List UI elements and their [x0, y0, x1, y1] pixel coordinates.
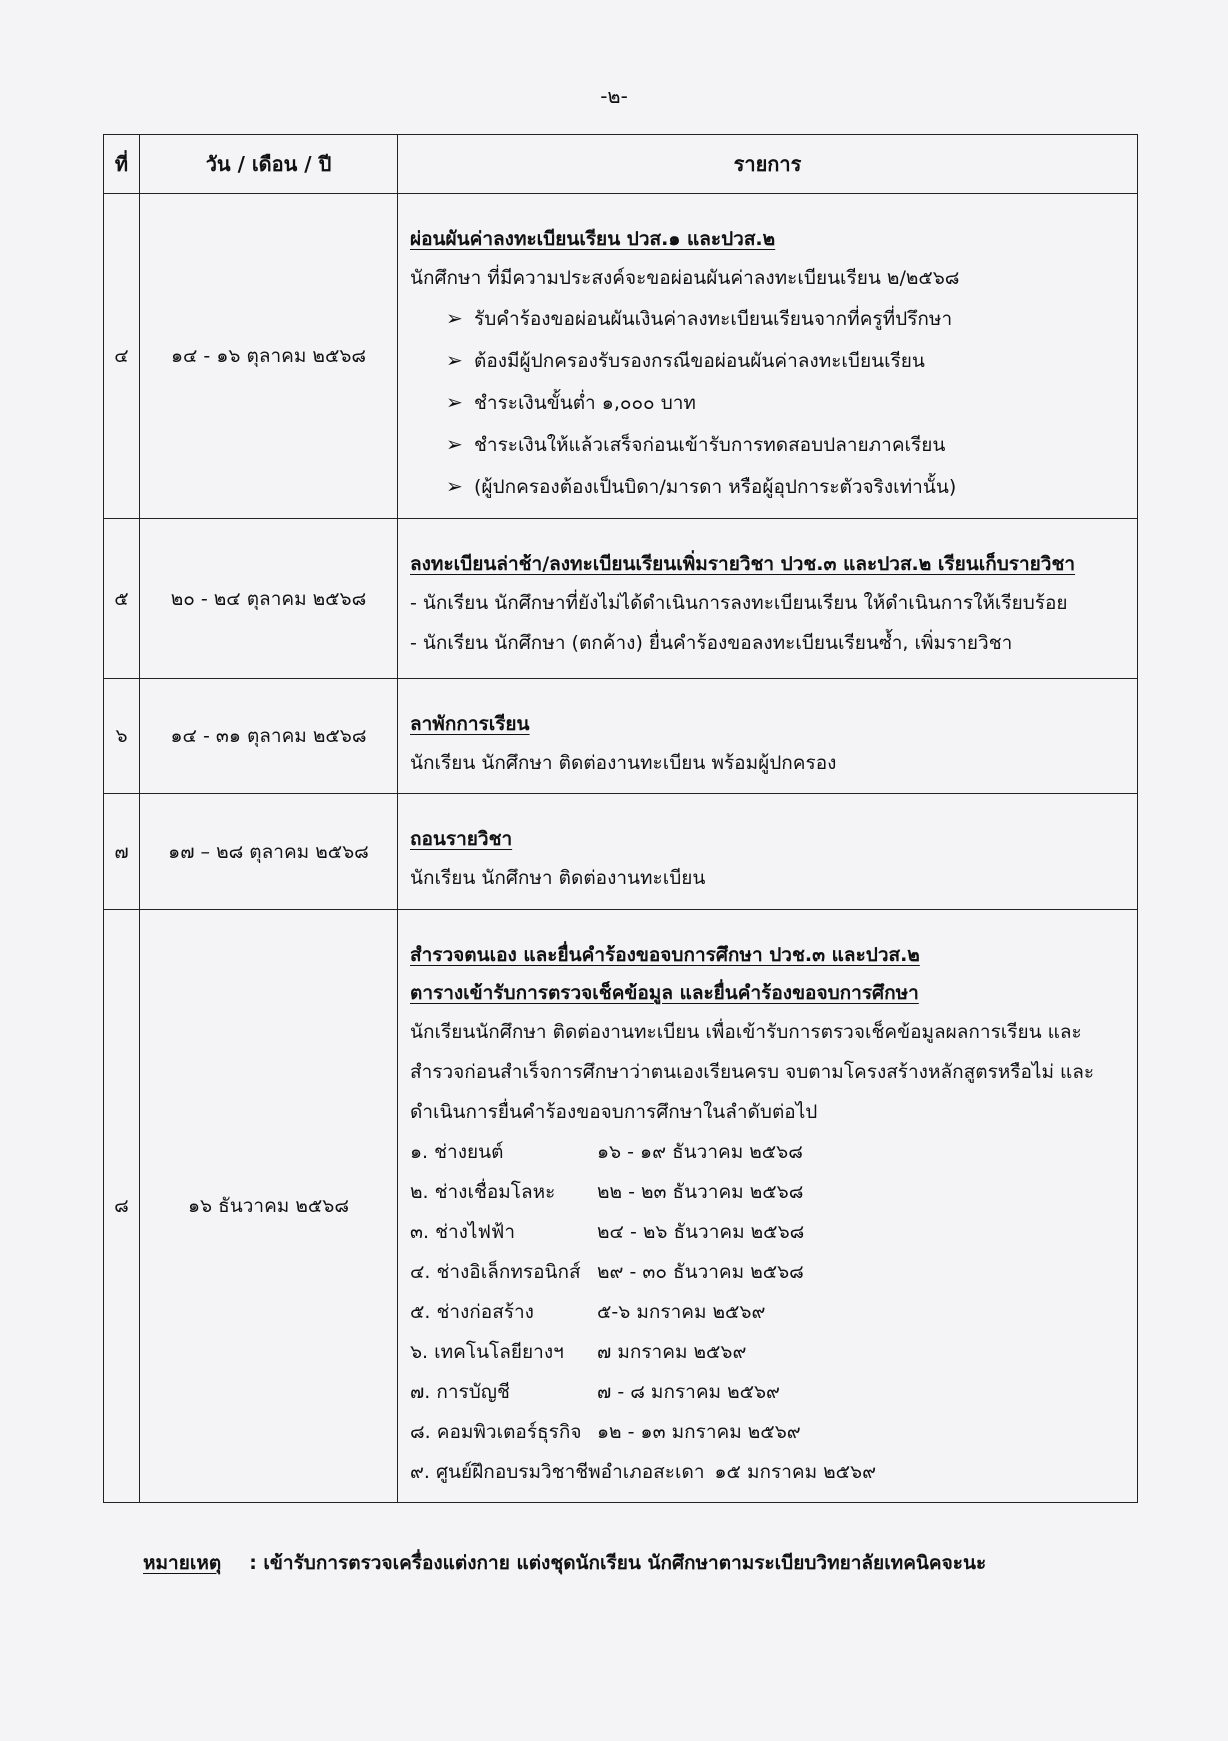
table-header-row	[104, 135, 1138, 194]
department-item	[410, 1412, 1127, 1452]
footnote-label: หมายเหตุ	[143, 1552, 222, 1574]
arrow-bullet-icon: ➢	[446, 348, 463, 372]
row-items	[398, 794, 1138, 910]
header-items: รายการ	[398, 135, 1138, 194]
department-date: ๒๒ - ๒๓ ธันวาคม ๒๕๖๘	[597, 1181, 804, 1203]
table-row	[104, 194, 1138, 519]
department-item	[410, 1292, 1127, 1332]
department-date: ๒๙ - ๓๐ ธันวาคม ๒๕๖๘	[597, 1261, 804, 1283]
row-date: ๑๖ ธันวาคม ๒๕๖๘	[140, 910, 398, 1503]
department-name: ๑. ช่างยนต์	[410, 1141, 504, 1163]
bullet-text: รับคำร้องขอผ่อนผันเงินค่าลงทะเบียนเรียนจากที่ครูที่ปรึกษา	[474, 308, 953, 330]
row-number: ๖	[104, 679, 140, 794]
department-date: ๒๔ - ๒๖ ธันวาคม ๒๕๖๘	[597, 1221, 805, 1243]
bullet-text: ต้องมีผู้ปกครองรับรองกรณีขอผ่อนผันค่าลงทะเบียนเรียน	[474, 350, 925, 372]
table-row	[104, 910, 1138, 1503]
row-items	[398, 679, 1138, 794]
department-date: ๑๒ - ๑๓ มกราคม ๒๕๖๙	[597, 1421, 801, 1443]
bullet-item	[410, 424, 1127, 466]
bullet-text: ชำระเงินขั้นต่ำ ๑,๐๐๐ บาท	[474, 392, 696, 414]
row-line: นักศึกษา ที่มีความประสงค์จะขอผ่อนผันค่าลงทะเบียนเรียน ๒/๒๕๖๘	[410, 267, 960, 289]
department-item	[410, 1172, 1127, 1212]
row-items	[398, 194, 1138, 519]
bullet-item	[410, 382, 1127, 424]
page-number: -๒-	[600, 84, 628, 108]
department-name: ๖. เทคโนโลยียางฯ	[410, 1341, 564, 1363]
department-date: ๑๖ - ๑๙ ธันวาคม ๒๕๖๘	[597, 1141, 803, 1163]
bullet-item	[410, 340, 1127, 382]
bullet-text: ชำระเงินให้แล้วเสร็จก่อนเข้ารับการทดสอบปลายภาคเรียน	[474, 434, 946, 456]
row-number: ๘	[104, 910, 140, 1503]
arrow-bullet-icon: ➢	[446, 474, 463, 498]
department-date: ๕-๖ มกราคม ๒๕๖๙	[597, 1301, 766, 1323]
arrow-bullet-icon: ➢	[446, 390, 463, 414]
department-item	[410, 1452, 1127, 1492]
row-subtitle: ตารางเข้ารับการตรวจเช็คข้อมูล และยื่นคำร้องขอจบการศึกษา	[410, 982, 919, 1004]
department-name: ๗. การบัญชี	[410, 1381, 510, 1403]
row-line: นักเรียนนักศึกษา ติดต่องานทะเบียน เพื่อเข้ารับการตรวจเช็คข้อมูลผลการเรียน และ	[410, 1021, 1082, 1043]
row-title: ผ่อนผันค่าลงทะเบียนเรียน ปวส.๑ และปวส.๒	[410, 228, 776, 250]
arrow-bullet-icon: ➢	[446, 306, 463, 330]
row-line: - นักเรียน นักศึกษา (ตกค้าง) ยื่นคำร้องขอลงทะเบียนเรียนซ้ำ, เพิ่มรายวิชา	[410, 632, 1013, 654]
table-row	[104, 794, 1138, 910]
row-line: นักเรียน นักศึกษา ติดต่องานทะเบียน	[410, 867, 706, 889]
row-items	[398, 910, 1138, 1503]
arrow-bullet-icon: ➢	[446, 432, 463, 456]
row-title: ลาพักการเรียน	[410, 713, 530, 735]
department-date: ๗ - ๘ มกราคม ๒๕๖๙	[597, 1381, 780, 1403]
department-item	[410, 1212, 1127, 1252]
department-item	[410, 1332, 1127, 1372]
row-date: ๑๔ - ๓๑ ตุลาคม ๒๕๖๘	[140, 679, 398, 794]
row-number: ๕	[104, 519, 140, 679]
bullet-text: (ผู้ปกครองต้องเป็นบิดา/มารดา หรือผู้อุปการะตัวจริงเท่านั้น)	[474, 476, 957, 498]
department-name: ๓. ช่างไฟฟ้า	[410, 1221, 516, 1243]
schedule-table	[103, 134, 1138, 1503]
row-line: ดำเนินการยื่นคำร้องขอจบการศึกษาในลำดับต่อไป	[410, 1101, 818, 1123]
header-no: ที่	[104, 135, 140, 194]
row-items	[398, 519, 1138, 679]
department-item	[410, 1372, 1127, 1412]
bullet-item	[410, 298, 1127, 340]
department-name: ๒. ช่างเชื่อมโลหะ	[410, 1181, 556, 1203]
department-item	[410, 1252, 1127, 1292]
row-line: สำรวจก่อนสำเร็จการศึกษาว่าตนเองเรียนครบ จบตามโครงสร้างหลักสูตรหรือไม่ และ	[410, 1061, 1095, 1083]
row-date: ๑๔ - ๑๖ ตุลาคม ๒๕๖๘	[140, 194, 398, 519]
table-row	[104, 519, 1138, 679]
table-row	[104, 679, 1138, 794]
row-date: ๒๐ - ๒๔ ตุลาคม ๒๕๖๘	[140, 519, 398, 679]
bullet-item	[410, 466, 1127, 508]
row-date: ๑๗ – ๒๘ ตุลาคม ๒๕๖๘	[140, 794, 398, 910]
row-title: ลงทะเบียนล่าช้า/ลงทะเบียนเรียนเพิ่มรายวิชา ปวช.๓ และปวส.๒ เรียนเก็บรายวิชา	[410, 553, 1076, 575]
department-item	[410, 1132, 1127, 1172]
row-number: ๔	[104, 194, 140, 519]
row-line: - นักเรียน นักศึกษาที่ยังไม่ได้ดำเนินการลงทะเบียนเรียน ให้ดำเนินการให้เรียบร้อย	[410, 592, 1068, 614]
department-name: ๔. ช่างอิเล็กทรอนิกส์	[410, 1261, 581, 1283]
footnote	[143, 1548, 986, 1578]
department-name: ๕. ช่างก่อสร้าง	[410, 1301, 534, 1323]
department-name: ๙. ศูนย์ฝึกอบรมวิชาชีพอำเภอสะเดา	[410, 1461, 705, 1483]
row-number: ๗	[104, 794, 140, 910]
header-date: วัน / เดือน / ปี	[140, 135, 398, 194]
department-date: ๗ มกราคม ๒๕๖๙	[597, 1341, 747, 1363]
department-date: ๑๕ มกราคม ๒๕๖๙	[714, 1461, 877, 1483]
footnote-text: : เข้ารับการตรวจเครื่องแต่งกาย แต่งชุดนักเรียน นักศึกษาตามระเบียบวิทยาลัยเทคนิคจะนะ	[249, 1552, 987, 1574]
row-title: ถอนรายวิชา	[410, 828, 513, 850]
row-line: นักเรียน นักศึกษา ติดต่องานทะเบียน พร้อมผู้ปกครอง	[410, 752, 837, 774]
row-title: สำรวจตนเอง และยื่นคำร้องขอจบการศึกษา ปวช.๓ และปวส.๒	[410, 944, 920, 966]
department-name: ๘. คอมพิวเตอร์ธุรกิจ	[410, 1421, 582, 1443]
